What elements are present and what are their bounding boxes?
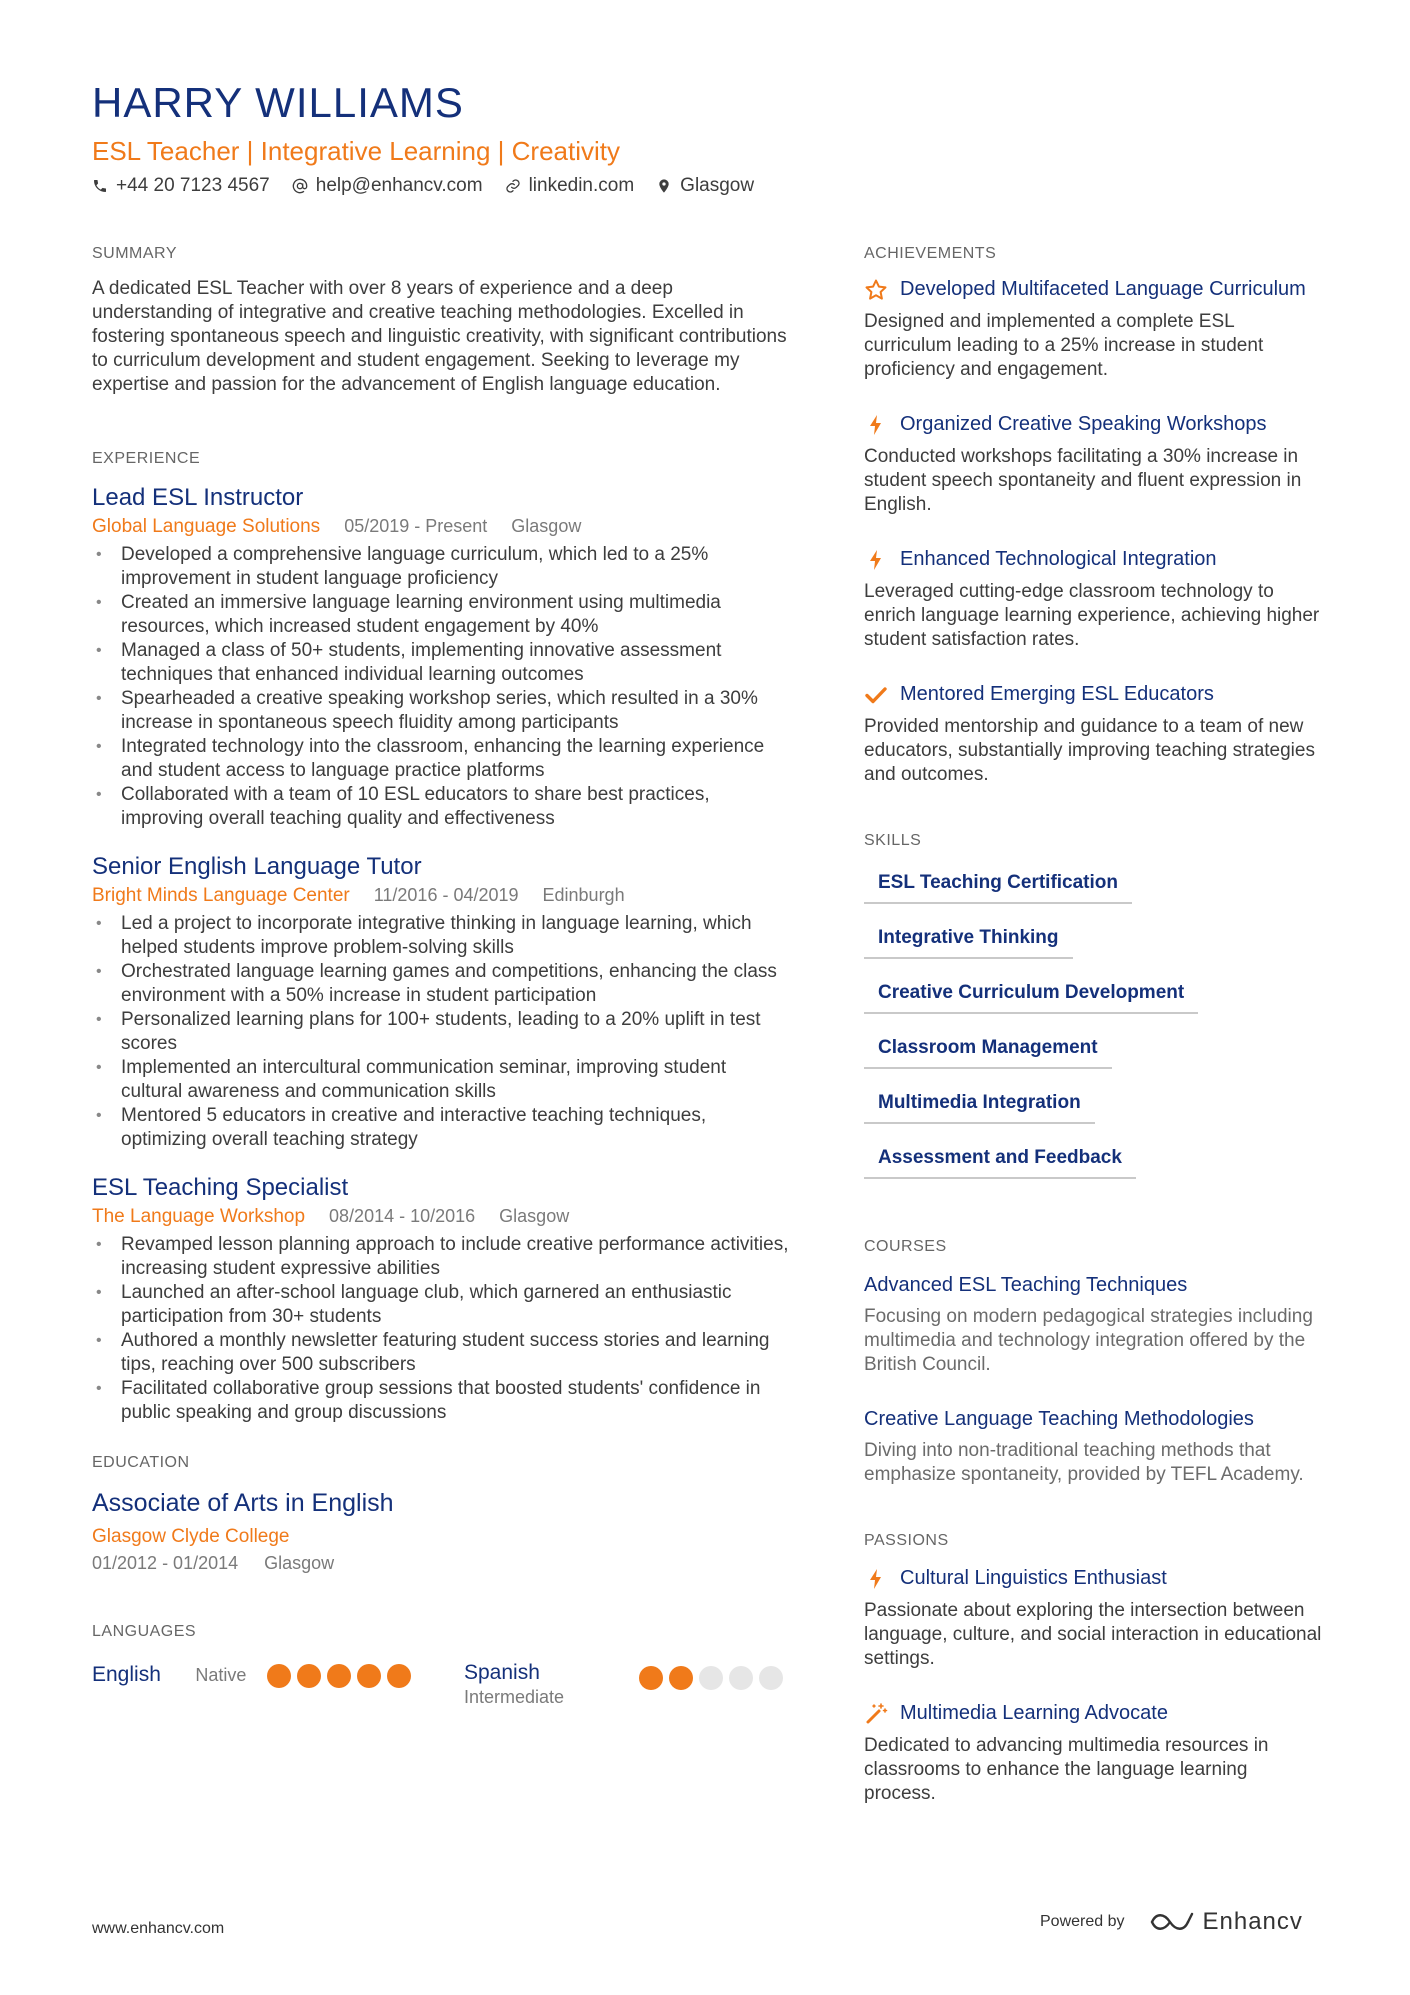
list-item: • Authored a monthly newsletter featuring student success stories and learning tips, reaching over 500 subscribers [92, 1329, 792, 1377]
contact-linkedin[interactable] [505, 174, 635, 199]
check-icon [864, 683, 888, 707]
footer-website[interactable]: www.enhancv.com [92, 1920, 225, 1937]
rating-dot-filled [297, 1664, 321, 1688]
summary-text: A dedicated ESL Teacher with over 8 years of experience and a deep understanding of integrative and creative teaching methodologies. Excelled in fostering spontaneous speech and linguistic creativity, with significant contributions to curriculum development and student engagement. Seeking to leverage my expertise and passion for the advancement of English language education. [92, 278, 787, 396]
job-entry [92, 484, 792, 831]
star-icon [864, 278, 888, 302]
list-item: • Spearheaded a creative speaking workshop series, which resulted in a 30% increase in spontaneous speech fluidity among participants [92, 687, 792, 735]
location-text: Glasgow [680, 175, 755, 196]
achievements-section [864, 244, 1324, 787]
achievement-item [864, 682, 1324, 787]
experience-section [92, 449, 792, 1425]
phone-text: +44 20 7123 4567 [116, 175, 270, 196]
list-item: • Managed a class of 50+ students, implementing innovative assessment techniques that enhanced individual learning outcomes [92, 639, 792, 687]
enhancv-logo-icon [1149, 1909, 1197, 1935]
skill-tag: Classroom Management [864, 1033, 1112, 1069]
education-dates: 01/2012 - 01/2014 [92, 1552, 239, 1573]
rating-dot-empty [759, 1666, 783, 1690]
job-location: Glasgow [511, 516, 582, 537]
course-desc: Diving into non-traditional teaching methods that emphasize spontaneity, provided by TEFL Academy. [864, 1439, 1304, 1485]
list-item: • Launched an after-school language club, which garnered an enthusiastic participation from 30+ students [92, 1281, 792, 1329]
skills-list [864, 868, 1324, 1179]
job-company: The Language Workshop [92, 1205, 306, 1227]
language-rating-spanish [639, 1666, 783, 1690]
section-title: LANGUAGES [92, 1623, 197, 1641]
right-column [864, 244, 1324, 1836]
rating-dot-empty [729, 1666, 753, 1690]
passions-section [864, 1531, 1324, 1806]
achievement-title: Enhanced Technological Integration [900, 548, 1217, 571]
language-name: English [92, 1662, 161, 1686]
section-title: EDUCATION [92, 1453, 190, 1471]
language-name: Spanish [464, 1660, 540, 1684]
summary-section [92, 244, 792, 397]
list-item: • Created an immersive language learning environment using multimedia resources, which increased student engagement by 40% [92, 591, 792, 639]
list-item: • Collaborated with a team of 10 ESL educators to share best practices, improving overall teaching quality and effectiveness [92, 783, 792, 831]
rating-dot-filled [357, 1664, 381, 1688]
list-item: • Orchestrated language learning games and competitions, enhancing the class environment with a 50% increase in student participation [92, 960, 792, 1008]
section-title: EXPERIENCE [92, 450, 201, 468]
location-pin-icon [656, 178, 672, 194]
list-item: • Personalized learning plans for 100+ students, leading to a 20% uplift in test scores [92, 1008, 792, 1056]
achievement-desc: Leveraged cutting-edge classroom technology to enrich language learning experience, achieving higher student satisfaction rates. [864, 581, 1320, 651]
section-title: ACHIEVEMENTS [864, 245, 997, 262]
job-company: Global Language Solutions [92, 516, 321, 538]
rating-dot-filled [669, 1666, 693, 1690]
left-column [92, 244, 792, 1716]
rating-dot-empty [699, 1666, 723, 1690]
skill-tag: Multimedia Integration [864, 1088, 1095, 1124]
education-section [92, 1453, 792, 1575]
skill-tag: Integrative Thinking [864, 923, 1073, 959]
language-spanish [464, 1660, 564, 1709]
job-entry [92, 853, 792, 1152]
passion-item [864, 1701, 1324, 1806]
bolt-icon [864, 413, 888, 437]
rating-dot-filled [387, 1664, 411, 1688]
job-entry [92, 1174, 792, 1425]
candidate-name: HARRY WILLIAMS [92, 79, 464, 126]
contact-location [656, 174, 754, 199]
education-meta [92, 1553, 792, 1575]
list-item: • Developed a comprehensive language curriculum, which led to a 25% improvement in student language proficiency [92, 543, 792, 591]
contact-email[interactable] [292, 174, 483, 199]
link-icon [505, 178, 521, 194]
powered-by-text: Powered by [1040, 1913, 1125, 1930]
courses-section [864, 1237, 1324, 1486]
job-bullets [92, 912, 792, 1152]
magic-wand-icon [864, 1702, 888, 1726]
job-title: Senior English Language Tutor [92, 853, 422, 881]
brand-logo[interactable] [1149, 1908, 1303, 1936]
list-item: • Integrated technology into the classroom, enhancing the learning experience and student access to language practice platforms [92, 735, 792, 783]
education-degree: Associate of Arts in English [92, 1488, 394, 1517]
course-title: Creative Language Teaching Methodologies [864, 1407, 1254, 1430]
job-location: Edinburgh [542, 884, 625, 905]
job-company: Bright Minds Language Center [92, 884, 350, 906]
section-title: SUMMARY [92, 245, 177, 262]
rating-dot-filled [267, 1664, 291, 1688]
achievement-desc: Conducted workshops facilitating a 30% increase in student speech spontaneity and fluent expression in English. [864, 446, 1302, 516]
section-title: PASSIONS [864, 1531, 949, 1549]
list-item: • Mentored 5 educators in creative and interactive teaching techniques, optimizing overall teaching strategy [92, 1104, 792, 1152]
achievement-desc: Designed and implemented a complete ESL curriculum leading to a 25% increase in student proficiency and engagement. [864, 311, 1264, 381]
achievement-item [864, 277, 1324, 382]
list-item: • Led a project to incorporate integrative thinking in language learning, which helped students improve problem-solving skills [92, 912, 792, 960]
bolt-icon [864, 1567, 888, 1591]
phone-icon [92, 178, 108, 194]
job-bullets [92, 1233, 792, 1425]
course-item [864, 1273, 1324, 1377]
passion-title: Cultural Linguistics Enthusiast [900, 1566, 1167, 1589]
course-desc: Focusing on modern pedagogical strategies including multimedia and technology integration offered by the British Council. [864, 1305, 1313, 1375]
job-meta [92, 514, 792, 539]
skill-tag: Creative Curriculum Development [864, 978, 1198, 1014]
passion-item [864, 1566, 1324, 1671]
achievement-item [864, 412, 1324, 517]
skill-tag: Assessment and Feedback [864, 1143, 1136, 1179]
language-english [92, 1662, 246, 1687]
at-icon [292, 178, 308, 194]
language-level: Intermediate [464, 1686, 565, 1707]
skill-tag: ESL Teaching Certification [864, 868, 1132, 904]
achievement-item [864, 547, 1324, 652]
passion-desc: Passionate about exploring the intersection between language, culture, and social interaction in educational settings. [864, 1599, 1322, 1669]
passion-desc: Dedicated to advancing multimedia resources in classrooms to enhance the language learning process. [864, 1734, 1269, 1804]
course-title: Advanced ESL Teaching Techniques [864, 1273, 1188, 1296]
headline: ESL Teacher | Integrative Learning | Creativity [92, 136, 621, 166]
bolt-icon [864, 548, 888, 572]
education-school: Glasgow Clyde College [92, 1525, 290, 1547]
list-item: • Implemented an intercultural communication seminar, improving student cultural awareness and communication skills [92, 1056, 792, 1104]
job-dates: 05/2019 - Present [344, 516, 488, 537]
achievement-desc: Provided mentorship and guidance to a team of new educators, substantially improving teaching strategies and outcomes. [864, 716, 1315, 786]
linkedin-text: linkedin.com [528, 175, 635, 196]
footer-brand [1040, 1908, 1303, 1936]
job-bullets [92, 543, 792, 831]
contact-bar [92, 174, 754, 199]
rating-dot-filled [639, 1666, 663, 1690]
brand-name: Enhancv [1202, 1908, 1303, 1935]
section-title: COURSES [864, 1238, 947, 1256]
achievement-title: Developed Multifaceted Language Curriculum [900, 278, 1306, 301]
job-title: Lead ESL Instructor [92, 484, 304, 512]
job-dates: 08/2014 - 10/2016 [329, 1205, 476, 1226]
language-level: Native [195, 1664, 247, 1685]
rating-dot-filled [327, 1664, 351, 1688]
email-text: help@enhancv.com [315, 175, 483, 196]
languages-row [92, 1656, 792, 1716]
contact-phone[interactable] [92, 174, 270, 199]
job-meta [92, 883, 792, 908]
section-title: SKILLS [864, 832, 922, 850]
passion-title: Multimedia Learning Advocate [900, 1701, 1168, 1724]
achievement-title: Organized Creative Speaking Workshops [900, 413, 1267, 436]
language-rating-english [267, 1664, 411, 1688]
languages-section [92, 1622, 792, 1715]
education-location: Glasgow [264, 1552, 335, 1573]
course-item [864, 1407, 1324, 1487]
list-item: • Revamped lesson planning approach to include creative performance activities, increasing student expressive abilities [92, 1233, 792, 1281]
job-dates: 11/2016 - 04/2019 [373, 884, 519, 905]
job-meta [92, 1204, 792, 1229]
job-title: ESL Teaching Specialist [92, 1173, 349, 1201]
skills-section [864, 831, 1324, 1179]
achievement-title: Mentored Emerging ESL Educators [900, 683, 1214, 706]
job-location: Glasgow [499, 1205, 570, 1226]
list-item: • Facilitated collaborative group sessions that boosted students' confidence in public speaking and group discussions [92, 1377, 792, 1425]
